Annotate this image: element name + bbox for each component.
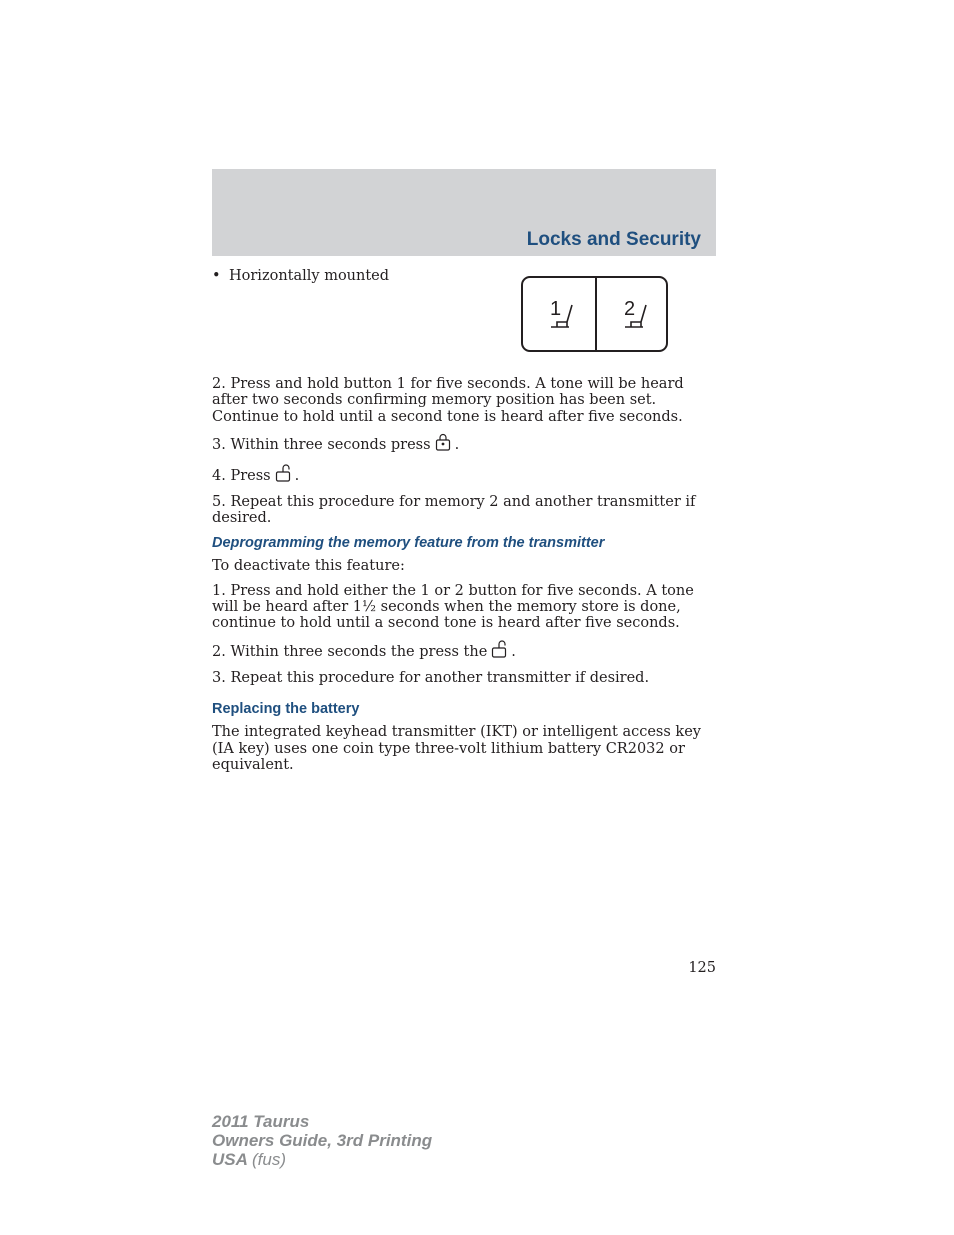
page-content xyxy=(212,268,718,781)
seat-memory-icon xyxy=(597,278,669,350)
step-3-text: 3. Within three seconds press xyxy=(212,437,431,454)
unlock-icon xyxy=(274,464,292,486)
step-4-period: . xyxy=(294,467,300,484)
bullet-dot: • xyxy=(212,268,221,284)
button-1-label: 1 xyxy=(550,298,562,320)
seat-memory-icon xyxy=(523,278,595,350)
deprogram-step-2 xyxy=(212,640,718,662)
deprogram-heading: Deprogramming the memory feature from the transmitter xyxy=(212,534,605,551)
bullet-item xyxy=(212,268,389,284)
step-4-text: 4. Press xyxy=(212,467,271,484)
step-4 xyxy=(212,464,718,486)
deprogram-step-2-period: . xyxy=(511,643,516,660)
section-header xyxy=(212,169,716,256)
bullet-row xyxy=(212,268,718,376)
deprogram-intro: To deactivate this feature: xyxy=(212,558,405,575)
button-2-label: 2 xyxy=(624,298,636,320)
step-5: 5. Repeat this procedure for memory 2 and another transmitter if desired. xyxy=(212,494,696,527)
bullet-text: Horizontally mounted xyxy=(229,268,390,284)
page-number: 125 xyxy=(688,960,716,976)
step-3 xyxy=(212,433,718,455)
memory-seat-buttons-illustration xyxy=(521,276,668,352)
document-footer xyxy=(212,1112,432,1169)
deprogram-step-3: 3. Repeat this procedure for another transmitter if desired. xyxy=(212,670,650,687)
memory-button-2 xyxy=(597,278,669,350)
battery-heading: Replacing the battery xyxy=(212,700,360,717)
step-3-period: . xyxy=(454,437,460,454)
footer-region: USA xyxy=(212,1150,248,1169)
memory-button-1 xyxy=(523,278,595,350)
deprogram-step-1: 1. Press and hold either the 1 or 2 button for five seconds. A tone will be heard after 1½ seconds when the memory store is done, continue to hold until a second tone is heard after five seconds. xyxy=(212,582,694,632)
footer-line-2: Owners Guide, 3rd Printing xyxy=(212,1131,433,1150)
step-2: 2. Press and hold button 1 for five seconds. A tone will be heard after two seconds confirming memory position has been set. Continue to hold until a second tone is heard after five seconds. xyxy=(212,376,684,425)
footer-line-3 xyxy=(212,1150,432,1169)
deprogram-step-2-text: 2. Within three seconds the press the xyxy=(212,643,488,660)
section-title: Locks and Security xyxy=(526,229,701,250)
lock-icon xyxy=(434,433,452,455)
footer-code: (fus) xyxy=(252,1150,286,1169)
battery-text: The integrated keyhead transmitter (IKT) or intelligent access key (IA key) uses one coin type three-volt lithium battery CR2032 or equivalent. xyxy=(212,724,701,773)
unlock-icon xyxy=(490,640,508,662)
footer-line-1: 2011 Taurus xyxy=(212,1112,310,1131)
